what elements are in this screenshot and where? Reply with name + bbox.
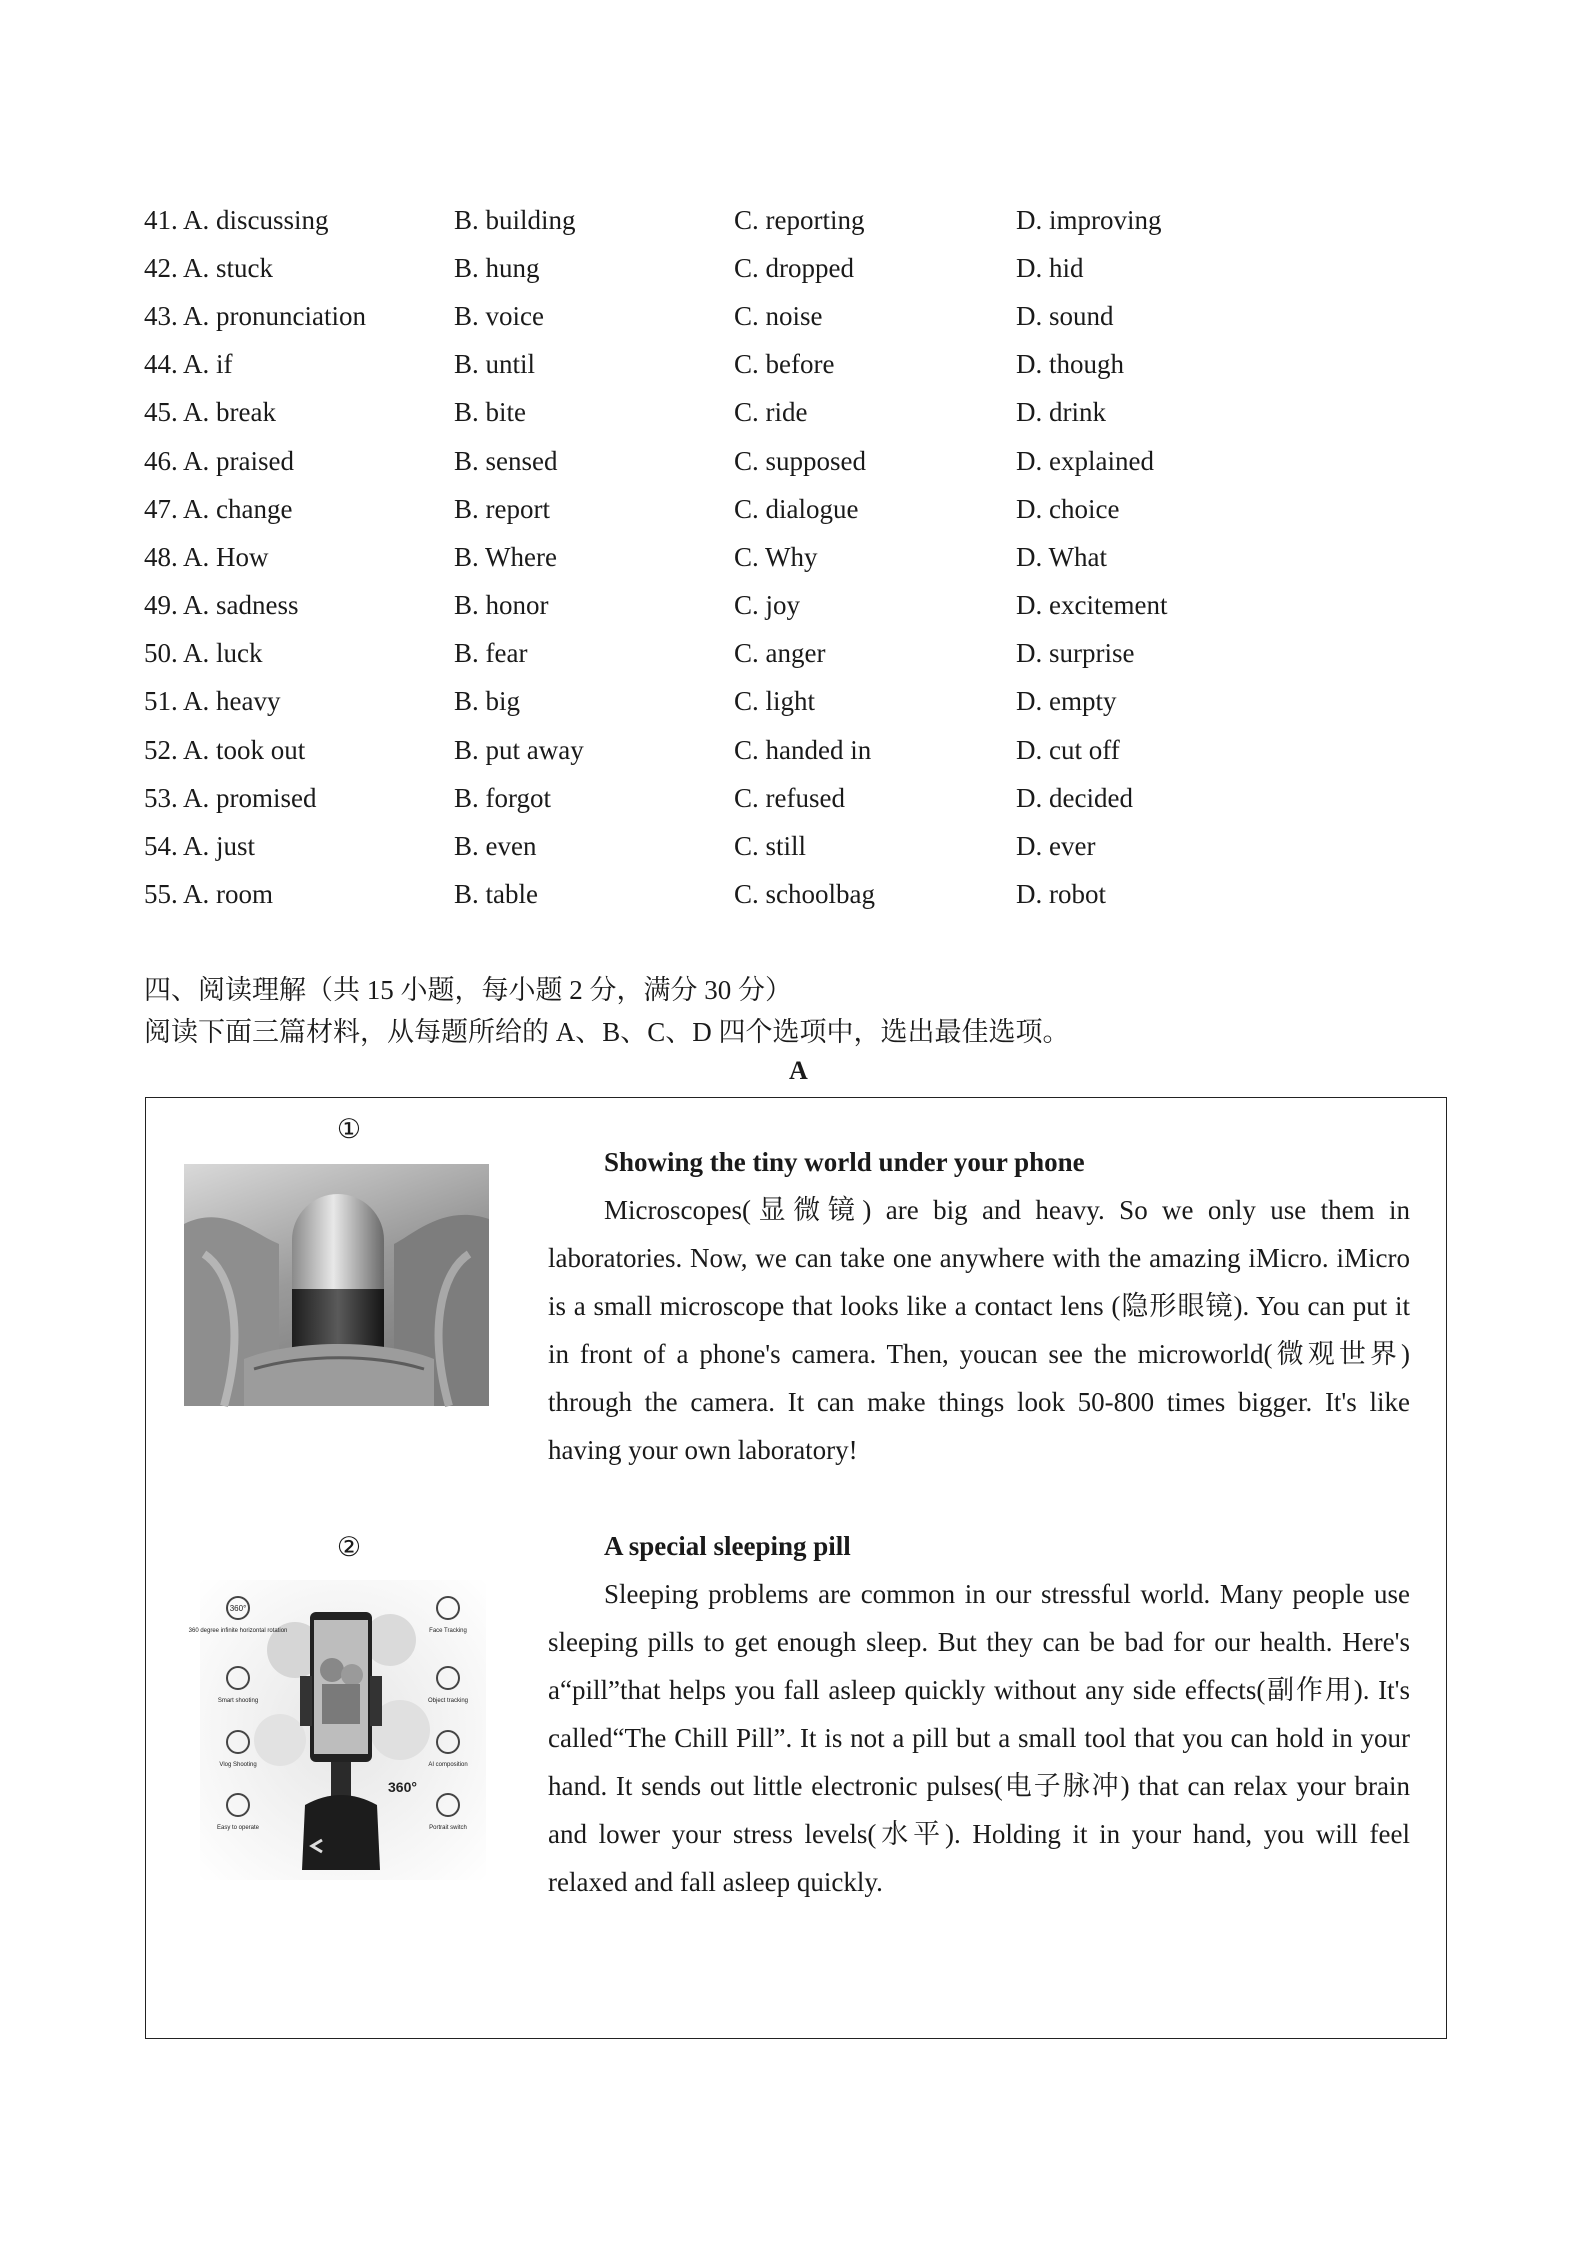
option-c: C. before: [734, 349, 835, 380]
rotation-360-badge: 360°: [388, 1779, 417, 1795]
question-number-and-option-a: [144, 445, 454, 476]
article-body: Microscopes(显微镜) are big and heavy. So we only use them in laboratories. Now, we can take one anywhere with the amazing iMicro. iMicro is a small microscope that looks like a contact lens (隐形眼镜). You can put it in front of a phone's camera. Then, youcan see the microworld(微观世界) through the camera. It can make things look 50-800 times bigger. It's like having your own laboratory!: [548, 1195, 1410, 1465]
question-row: [144, 871, 1444, 919]
question-number: 49.: [144, 590, 178, 621]
option-d: D. ever: [1016, 831, 1096, 862]
question-row: [144, 678, 1444, 726]
option-c: C. joy: [734, 590, 801, 621]
question-number-and-option-a: [144, 833, 454, 860]
option-c: C. anger: [734, 638, 826, 669]
option-c: C. reporting: [734, 204, 865, 235]
question-number-and-option-a: [144, 688, 454, 715]
option-b: B. report: [454, 493, 550, 524]
question-number-and-option-a: [144, 399, 454, 426]
question-number: 54.: [144, 831, 178, 862]
option-a: A. sadness: [183, 590, 299, 621]
article-heading: A special sleeping pill: [604, 1531, 851, 1561]
question-row: [144, 389, 1444, 437]
option-a: A. How: [183, 541, 269, 572]
passage-label: A: [789, 1056, 808, 1085]
option-d: D. surprise: [1016, 638, 1135, 669]
feature-label-smart-shooting: Smart shooting: [217, 1698, 259, 1704]
question-number: 50.: [144, 638, 178, 669]
question-number: 48.: [144, 541, 178, 572]
phone-holder-product-image: [188, 1580, 486, 1880]
feature-label-vlog: Vlog Shooting: [219, 1762, 257, 1768]
question-number: 53.: [144, 782, 178, 813]
option-d: D. choice: [1016, 493, 1120, 524]
question-row: [144, 774, 1444, 822]
question-row: [144, 630, 1444, 678]
article-chill-pill: [548, 1522, 1410, 1906]
option-a: A. break: [183, 397, 276, 428]
section-instructions: 阅读下面三篇材料，从每题所给的 A、B、C、D 四个选项中，选出最佳选项。: [144, 1017, 1070, 1047]
question-number-and-option-a: [144, 541, 454, 572]
option-a: A. heavy: [183, 686, 281, 717]
feature-label-portrait: Portrait switch: [429, 1825, 467, 1831]
icon-360-label: 360°: [229, 1604, 247, 1613]
option-c: C. light: [734, 686, 816, 717]
option-a: A. luck: [183, 638, 263, 669]
question-number: 41.: [144, 204, 178, 235]
option-a: A. change: [183, 493, 293, 524]
option-d: D. What: [1016, 541, 1107, 572]
question-number: 47.: [144, 493, 178, 524]
question-number-and-option-a: [144, 300, 454, 331]
question-row: [144, 485, 1444, 533]
option-c: C. Why: [734, 541, 818, 572]
question-row: [144, 726, 1444, 774]
option-c: C. noise: [734, 300, 823, 331]
question-row: [144, 533, 1444, 581]
option-d: D. cut off: [1016, 734, 1120, 765]
question-number-and-option-a: [144, 351, 454, 378]
microscope-illustration: [184, 1164, 489, 1406]
option-b: B. building: [454, 204, 576, 235]
feature-label-360: 360 degree infinite horizontal rotation: [188, 1628, 288, 1634]
feature-label-object-tracking: Object tracking: [427, 1698, 469, 1704]
question-number: 44.: [144, 349, 178, 380]
option-b: B. honor: [454, 590, 549, 621]
option-a: A. just: [183, 831, 256, 862]
option-c: C. schoolbag: [734, 879, 875, 910]
option-b: B. hung: [454, 252, 540, 283]
option-a: A. discussing: [183, 204, 329, 235]
article-body: Sleeping problems are common in our stressful world. Many people use sleeping pills to get enough sleep. But they can be bad for our health. Here's a“pill”that helps you fall asleep quickly without any side effects(副作用). It's called“The Chill Pill”. It is not a pill but a small tool that you can hold in your hand. It sends out little electronic pulses(电子脉冲) that can relax your brain and lower your stress levels(水平). Holding it in your hand, you will feel relaxed and fall asleep quickly.: [548, 1579, 1410, 1897]
option-d: D. hid: [1016, 252, 1084, 283]
question-number-and-option-a: [144, 592, 454, 619]
answer-options-table: [144, 196, 1444, 919]
option-b: B. forgot: [454, 782, 552, 813]
option-b: B. table: [454, 879, 538, 910]
option-d: D. sound: [1016, 300, 1114, 331]
item-number-1: ①: [336, 1114, 362, 1144]
option-a: A. stuck: [183, 252, 274, 283]
article-imicro: [548, 1138, 1410, 1474]
section-title: 四、阅读理解（共 15 小题，每小题 2 分，满分 30 分）: [144, 975, 792, 1005]
option-b: B. until: [454, 349, 536, 380]
option-c: C. handed in: [734, 734, 872, 765]
feature-label-ai: AI composition: [428, 1762, 468, 1768]
option-c: C. supposed: [734, 445, 867, 476]
feature-label-easy: Easy to operate: [216, 1825, 260, 1831]
option-a: A. took out: [183, 734, 306, 765]
question-number-and-option-a: [144, 734, 454, 765]
question-number: 52.: [144, 734, 178, 765]
option-b: B. sensed: [454, 445, 558, 476]
option-d: D. robot: [1016, 879, 1106, 910]
option-d: D. improving: [1016, 204, 1162, 235]
question-number-and-option-a: [144, 204, 454, 235]
question-number: 43.: [144, 300, 178, 331]
option-b: B. Where: [454, 541, 557, 572]
option-d: D. though: [1016, 349, 1124, 380]
option-b: B. fear: [454, 638, 528, 669]
question-number: 46.: [144, 445, 178, 476]
option-a: A. if: [183, 349, 233, 380]
question-row: [144, 196, 1444, 244]
question-number: 42.: [144, 252, 178, 283]
item-number-2: ②: [336, 1532, 362, 1562]
question-number: 51.: [144, 686, 178, 717]
option-a: A. praised: [183, 445, 294, 476]
option-c: C. still: [734, 831, 807, 862]
option-b: B. even: [454, 831, 537, 862]
option-a: A. promised: [183, 782, 317, 813]
option-d: D. empty: [1016, 686, 1117, 717]
feature-label-face-tracking: Face Tracking: [429, 1628, 467, 1634]
option-b: B. bite: [454, 397, 526, 428]
question-row: [144, 292, 1444, 340]
question-row: [144, 582, 1444, 630]
question-number: 55.: [144, 879, 178, 910]
question-row: [144, 244, 1444, 292]
option-c: C. ride: [734, 397, 808, 428]
option-d: D. drink: [1016, 397, 1106, 428]
option-d: D. excitement: [1016, 590, 1168, 621]
microscope-product-image: [184, 1164, 489, 1406]
option-a: A. room: [183, 879, 274, 910]
question-number-and-option-a: [144, 782, 454, 813]
question-number: 45.: [144, 397, 178, 428]
option-b: B. voice: [454, 300, 544, 331]
question-row: [144, 437, 1444, 485]
question-number-and-option-a: [144, 640, 454, 667]
option-a: A. pronunciation: [183, 300, 366, 331]
option-b: B. big: [454, 686, 521, 717]
question-row: [144, 341, 1444, 389]
phone-holder-illustration: [188, 1580, 486, 1880]
option-b: B. put away: [454, 734, 584, 765]
question-number-and-option-a: [144, 493, 454, 524]
option-d: D. explained: [1016, 445, 1154, 476]
option-c: C. refused: [734, 782, 845, 813]
option-d: D. decided: [1016, 782, 1133, 813]
question-number-and-option-a: [144, 252, 454, 283]
question-row: [144, 822, 1444, 870]
option-c: C. dropped: [734, 252, 854, 283]
question-number-and-option-a: [144, 881, 454, 908]
option-c: C. dialogue: [734, 493, 859, 524]
article-heading: Showing the tiny world under your phone: [604, 1147, 1085, 1177]
